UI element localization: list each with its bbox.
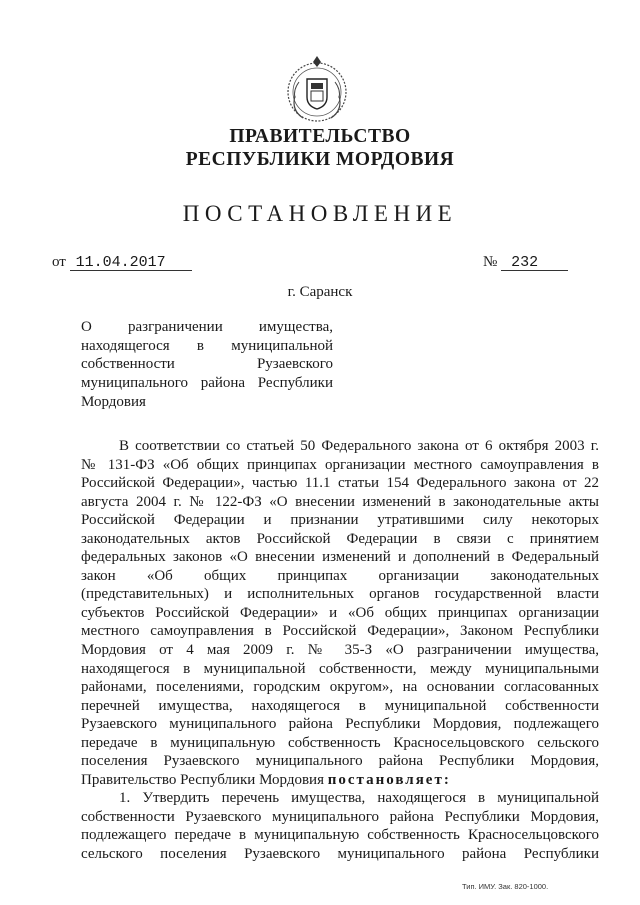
document-title <box>81 318 333 411</box>
title-line: находящегося в муниципальной <box>81 337 333 354</box>
city: г. Саранск <box>287 284 353 300</box>
title-line: О разграничении имущества, <box>81 319 333 335</box>
decree-word: постановляет: <box>327 771 451 788</box>
body-line: (представительных) и исполнительных органов государственной власти <box>81 586 599 603</box>
body-line: местного самоуправления в Российской Федерации», Законом Республики <box>81 623 599 640</box>
number-prefix: № <box>483 254 498 270</box>
number-line <box>483 254 568 271</box>
document-body <box>81 437 599 864</box>
date-prefix: от <box>52 254 66 270</box>
document-type: ПОСТАНОВЛЕНИЕ <box>182 201 458 226</box>
body-line: сельского поселения Рузаевского муниципального района Республики <box>81 846 599 863</box>
body-line: № 131-ФЗ «Об общих принципах организации местного самоуправления в <box>81 456 599 473</box>
document-number: 232 <box>501 255 568 271</box>
title-line: Мордовия <box>81 393 146 410</box>
print-footer: Тип. ИМУ. Зак. 820-1000. <box>462 882 549 891</box>
emblem <box>283 52 351 126</box>
title-line: муниципального района Республики <box>81 375 333 392</box>
body-line: августа 2004 г. № 122-ФЗ «О внесении изменений в законодательные акты <box>81 493 599 510</box>
title-line: собственности Рузаевского <box>81 356 333 373</box>
body-line: передаче в муниципальную собственность Красносельцовского сельского <box>81 734 599 751</box>
body-line: подлежащего передаче в муниципальную собственность Красносельцовского <box>81 827 599 844</box>
body-line: районами, поселениями, городским округом», на основании согласованных <box>81 679 599 696</box>
body-line-text: Правительство Республики Мордовия <box>81 771 324 788</box>
government-title-line1: ПРАВИТЕЛЬСТВО <box>229 126 411 147</box>
body-line: 1. Утвердить перечень имущества, находящегося в муниципальной <box>119 790 599 807</box>
body-line: перечней имущества, находящегося в муниципальной собственности <box>81 697 599 714</box>
body-line: Российской Федерации и признании утратившими силу некоторых <box>81 512 599 529</box>
date-line <box>52 254 192 271</box>
body-line: Российской Федерации», частью 11.1 статьи 154 Федерального закона от 22 <box>81 475 599 492</box>
body-line: Мордовия от 4 мая 2009 г. № 35-З «О разграничении имущества, <box>81 642 599 659</box>
government-title-line2: РЕСПУБЛИКИ МОРДОВИЯ <box>185 149 455 170</box>
body-line: находящегося в муниципальной собственности, между муниципальными <box>81 660 599 677</box>
body-line: законодательных актов Российской Федерации в связи с принятием <box>81 530 599 547</box>
body-line: В соответствии со статьей 50 Федерального закона от 6 октября 2003 г. <box>119 438 599 454</box>
coat-of-arms-icon <box>283 52 351 126</box>
body-line: закон «Об общих принципах организации законодательных <box>81 567 599 584</box>
body-line: собственности Рузаевского муниципального района Республики Мордовия, <box>81 808 599 825</box>
body-line: федеральных законов «О внесении изменений и дополнений в Федеральный <box>81 549 599 566</box>
body-line-decree <box>81 771 599 790</box>
body-line: субъектов Российской Федерации» и «Об общих принципах организации <box>81 604 599 621</box>
body-line: поселения Рузаевского муниципального района Республики Мордовия, <box>81 753 599 770</box>
document-date: 11.04.2017 <box>70 255 192 271</box>
body-line: Рузаевского муниципального района Республики Мордовия, подлежащего <box>81 716 599 733</box>
